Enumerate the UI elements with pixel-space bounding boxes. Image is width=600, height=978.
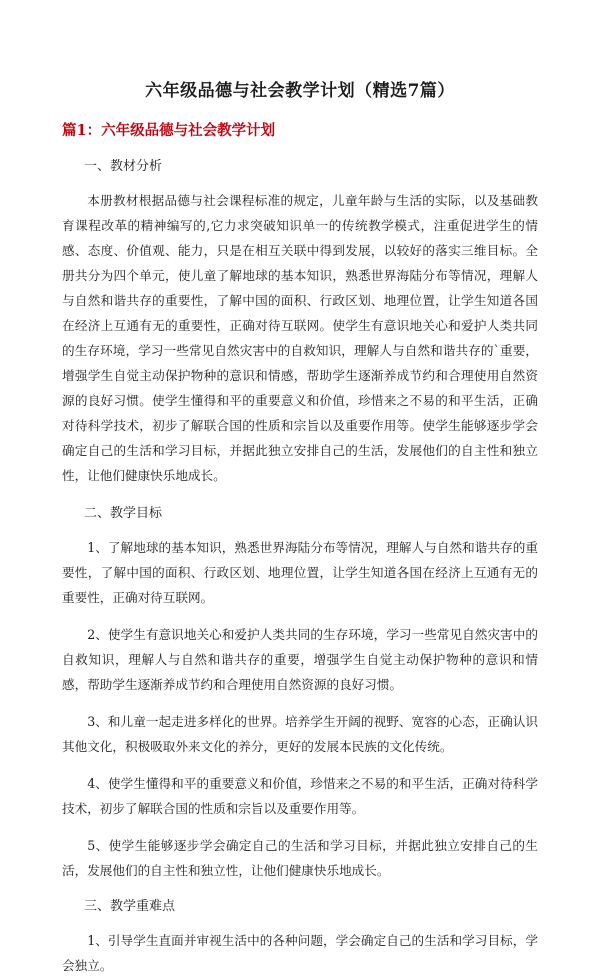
part-heading-materials: 一、教材分析 (84, 159, 163, 174)
section-heading: 篇1：六年级品德与社会教学计划 (62, 122, 276, 139)
goal-paragraph: 5、使学生能够逐步学会确定自己的生活和学习目标，并据此独立安排自己的生活，发展他们的自主性和独立性，让他们健康快乐地成长。 (62, 838, 538, 878)
goal-paragraph: 1、了解地球的基本知识，熟悉世界海陆分布等情况，理解人与自然和谐共存的重要性，了解中国的面积、行政区划、地理位置，让学生知道各国在经济上互通有无的重要性，正确对待互联网。 (62, 540, 538, 605)
document-title: 六年级品德与社会教学计划（精选7篇） (145, 81, 455, 101)
materials-paragraph: 本册教材根据品德与社会课程标准的规定，儿童年龄与生活的实际，以及基础教育课程改革的精神编写的,它力求突破知识单一的传统教学模式，注重促进学生的情感、态度、价值观、能力，只是在相互关联中得到发展，以较好的落实三维目标。全册共分为四个单元，使儿童了解地球的基本知识，熟悉世界海陆分布等情况，理解人与自然和谐共存的重要性，了解中国的面积、行政区划、地理位置，让学生知道各国在经济上互通有无的重要性，正确对待互联网。使学生有意识地关心和爱护人类共同的生存环境，学习一些常见自然灾害中的自救知识，理解人与自然和谐共存的`重要，增强学生自觉主动保护物种的意识和情感，帮助学生逐渐养成节约和合理使用自然资源的良好习惯。使学生懂得和平的重要意义和价值，珍惜来之不易的和平生活，正确对待科学技术，初步了解联合国的性质和宗旨以及重要作用等。使学生能够逐步学会确定自己的生活和学习目标，并据此独立安排自己的生活，发展他们的自主性和独立性，让他们健康快乐地成长。 (62, 193, 538, 483)
goal-paragraph: 4、使学生懂得和平的重要意义和价值，珍惜来之不易的和平生活，正确对待科学技术，初步了解联合国的性质和宗旨以及重要作用等。 (62, 776, 538, 816)
part-heading-goals: 二、教学目标 (84, 506, 163, 521)
goal-paragraph: 2、使学生有意识地关心和爱护人类共同的生存环境，学习一些常见自然灾害中的自救知识，理解人与自然和谐共存的重要，增强学生自觉主动保护物种的意识和情感，帮助学生逐渐养成节约和合理使用自然资源的良好习惯。 (62, 627, 538, 692)
goal-paragraph: 3、和儿童一起走进多样化的世界。培养学生开阔的视野、宽容的心态，正确认识其他文化，积极吸取外来文化的养分，更好的发展本民族的文化传统。 (62, 714, 538, 754)
key-point-paragraph: 1、引导学生直面并审视生活中的各种问题，学会确定自己的生活和学习目标，学会独立。 (62, 933, 538, 973)
part-heading-key-points: 三、教学重难点 (84, 899, 176, 914)
